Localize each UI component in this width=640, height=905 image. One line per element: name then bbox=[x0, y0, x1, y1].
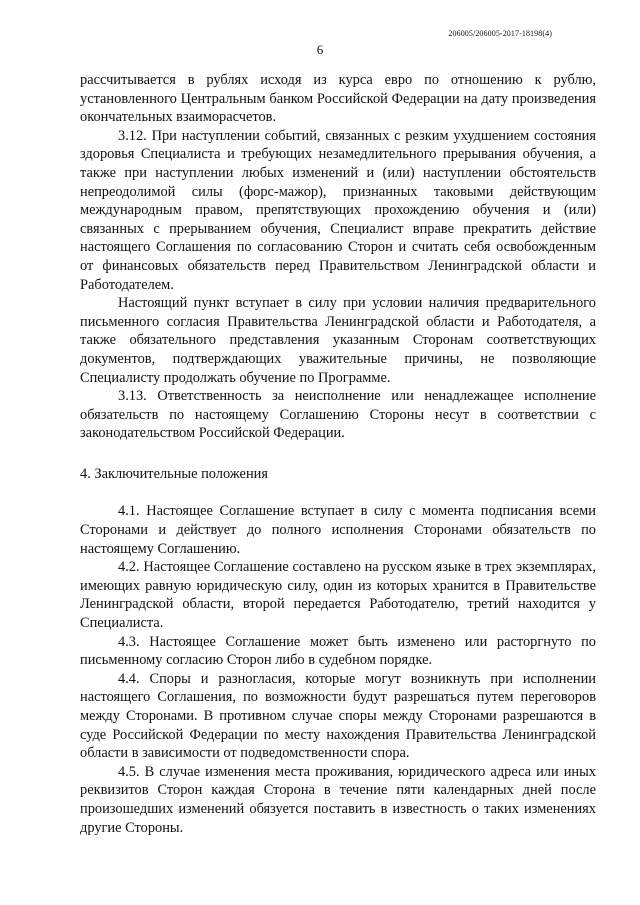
paragraph-4-4: 4.4. Споры и разногласия, которые могут возникнуть при исполнении настоящего Соглашения, по возможности будут разрешаться путем переговоров между Сторонами. В противном случае споры между Сторонами разрешаются в суде Российской Федерации по месту нахождения Правительства Ленинградской области в зависимости от подведомственности спора. bbox=[80, 670, 596, 762]
page-number: 6 bbox=[316, 42, 324, 57]
document-id: 206005/206005-2017-18198(4) bbox=[448, 29, 552, 38]
section-heading: 4. Заключительные положения bbox=[80, 465, 268, 482]
paragraph-3-13: 3.13. Ответственность за неисполнение или ненадлежащее исполнение обязательств по настоящему Соглашению Стороны несут в соответствии с законодательством Российской Федерации. bbox=[80, 388, 596, 442]
paragraph-continuation: рассчитывается в рублях исходя из курса евро по отношению к рублю, установленного Центральным банком Российской Федерации на дату произведения окончательных взаиморасчетов. bbox=[80, 72, 596, 126]
paragraph-3-12: 3.12. При наступлении событий, связанных с резким ухудшением состояния здоровья Специалиста и требующих незамедлительного прерывания обучения, а также при наступлении любых изменений и (или) наступлении обстоятельств непреодолимой силы (форс-мажор), признанных таковыми действующим международным правом, препятствующих прохождению обучения и (или) связанных с прерыванием обучения, Специалист вправе прекратить действие настоящего Соглашения по согласованию Сторон и считать себя освобожденным от финансовых обязательств перед Правительством Ленинградской области и Работодателем. bbox=[80, 127, 596, 293]
paragraph-4-5: 4.5. В случае изменения места проживания, юридического адреса или иных реквизитов Сторон каждая Сторона в течение пяти календарных дней после произошедших изменений обязуется поставить в известность о таких изменениях другие Стороны. bbox=[80, 763, 596, 836]
document-body bbox=[80, 71, 596, 837]
paragraph-3-12-note: Настоящий пункт вступает в силу при условии наличия предварительного письменного согласия Правительства Ленинградской области и Работодателя, а также обязательного представления указанным Сторонам соответствующих документов, подтверждающих уважительные причины, не позволяющие Специалисту продолжать обучение по Программе. bbox=[80, 295, 596, 386]
paragraph-4-1: 4.1. Настоящее Соглашение вступает в силу с момента подписания всеми Сторонами и действует до полного исполнения Сторонами обязательств по настоящему Соглашению. bbox=[80, 503, 596, 557]
paragraph-4-3: 4.3. Настоящее Соглашение может быть изменено или расторгнуто по письменному согласию Сторон либо в судебном порядке. bbox=[80, 633, 596, 669]
paragraph-4-2: 4.2. Настоящее Соглашение составлено на русском языке в трех экземплярах, имеющих равную юридическую силу, один из которых хранится в Правительстве Ленинградской области, второй передается Работодателю, третий находится у Специалиста. bbox=[80, 559, 596, 632]
